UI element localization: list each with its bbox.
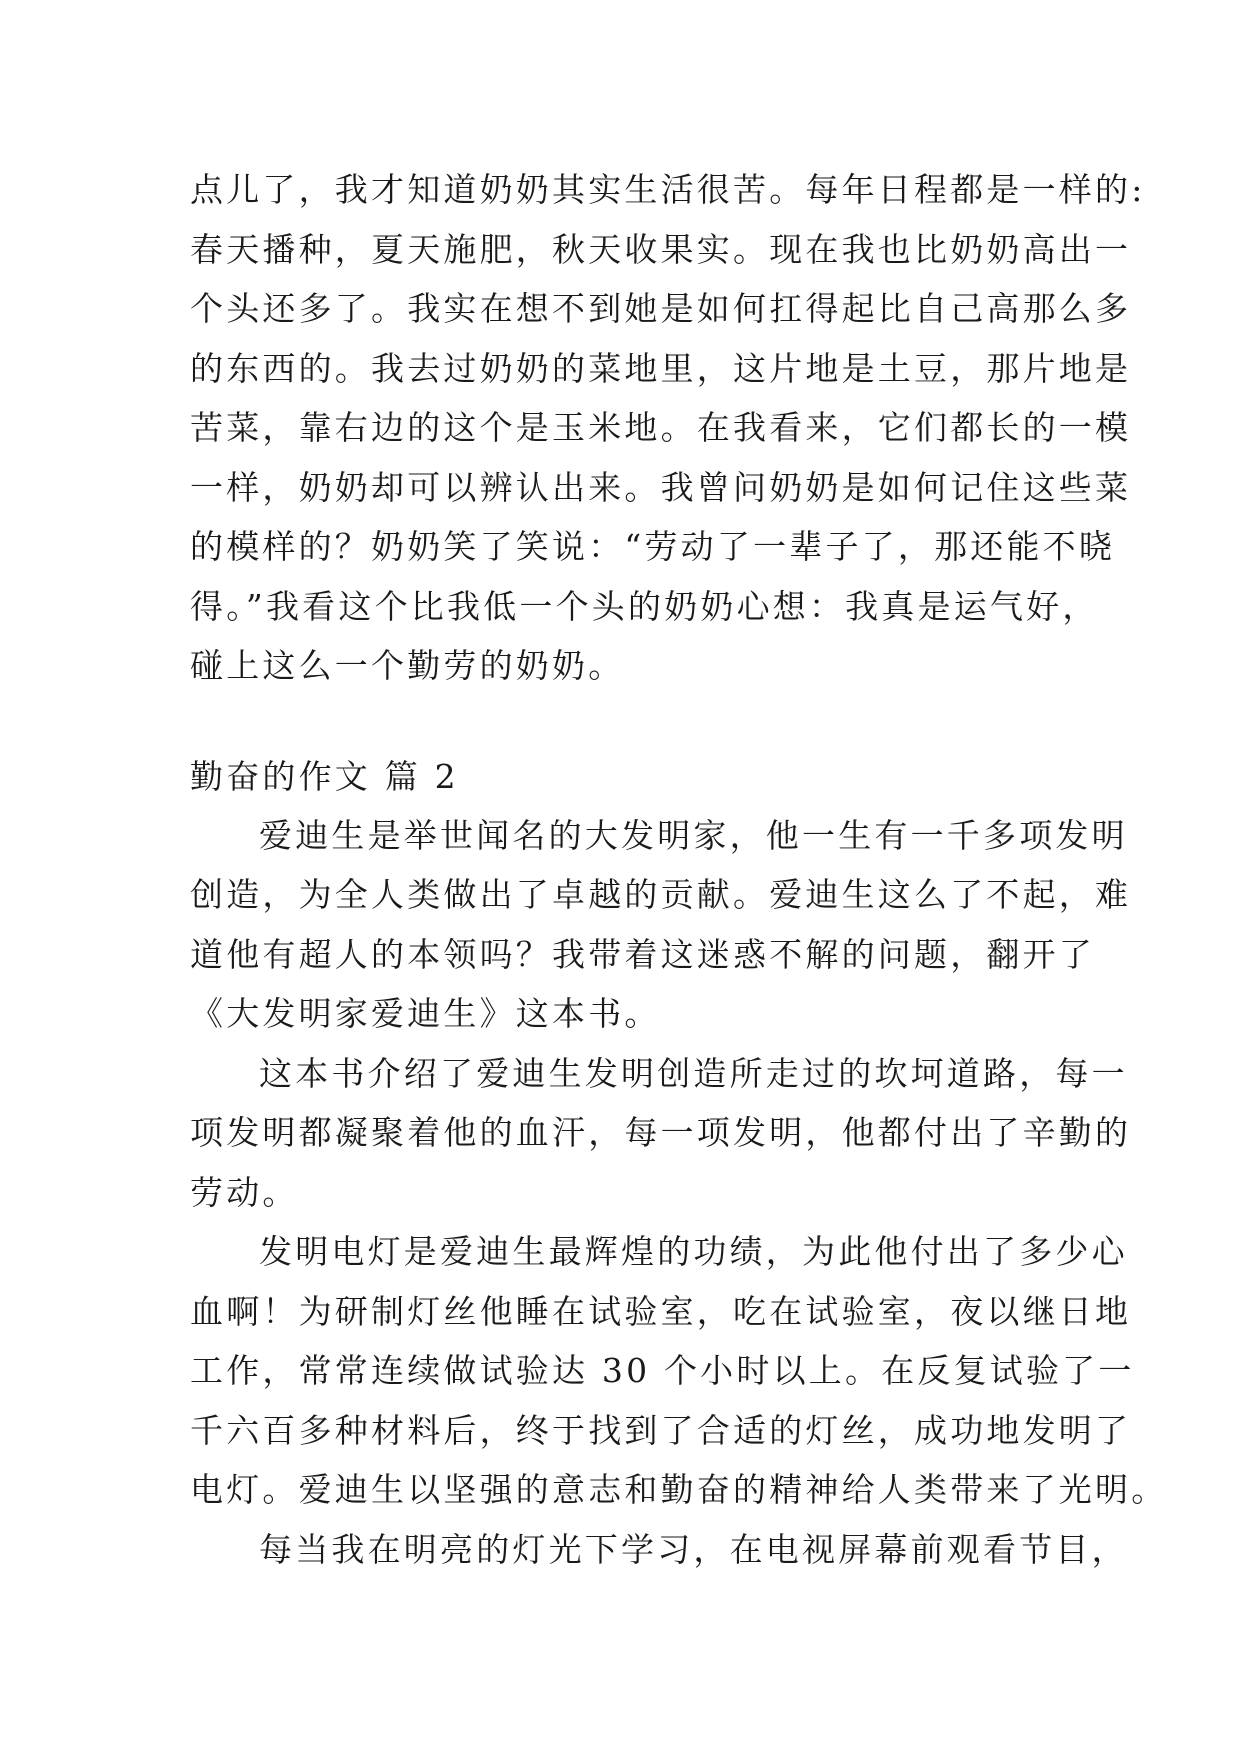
text-line: 电灯。爱迪生以坚强的意志和勤奋的精神给人类带来了光明。	[190, 1470, 1168, 1509]
text-line: 血啊！为研制灯丝他睡在试验室，吃在试验室，夜以继日地	[190, 1291, 1132, 1331]
text-line: 苦菜，靠右边的这个是玉米地。在我看来，它们都长的一模	[190, 408, 1132, 447]
document-body	[190, 160, 1168, 1579]
text-line: 这本书介绍了爱迪生发明创造所走过的坎坷道路，每一	[259, 1053, 1128, 1093]
text-line: 道他有超人的本领吗？我带着这迷惑不解的问题，翻开了	[190, 934, 1095, 974]
text-line: 碰上这么一个勤劳的奶奶。	[190, 646, 625, 685]
paragraph-light-bulb	[190, 1222, 1168, 1520]
text-line: 一样，奶奶却可以辨认出来。我曾问奶奶是如何记住这些菜	[190, 467, 1132, 507]
text-line: 项发明都凝聚着他的血汗，每一项发明，他都付出了辛勤的	[190, 1113, 1132, 1152]
text-line: 创造，为全人类做出了卓越的贡献。爱迪生这么了不起，难	[190, 875, 1132, 914]
text-line: 每当我在明亮的灯光下学习，在电视屏幕前观看节目，	[259, 1529, 1128, 1569]
paragraph-edison-intro	[190, 806, 1132, 1044]
text-line: 爱迪生是举世闻名的大发明家，他一生有一千多项发明	[259, 815, 1128, 855]
text-line: 发明电灯是爱迪生最辉煌的功绩，为此他付出了多少心	[259, 1232, 1128, 1271]
paragraph-book-summary	[190, 1044, 1132, 1223]
text-line: 劳动。	[190, 1172, 299, 1212]
paragraph-grandma	[190, 160, 1146, 696]
section-spacer	[190, 696, 1052, 748]
section-heading: 勤奋的作文 篇 2	[190, 756, 459, 796]
text-line: 个头还多了。我实在想不到她是如何扛得起比自己高那么多	[190, 289, 1132, 328]
text-line: 得。”我看这个比我低一个头的奶奶心想：我真是运气好，	[190, 586, 1099, 626]
text-line: 千六百多种材料后，终于找到了合适的灯丝，成功地发明了	[190, 1410, 1132, 1450]
paragraph-reflection	[190, 1520, 1128, 1580]
text-line: 工作，常常连续做试验达 30 个小时以上。在反复试验了一	[190, 1351, 1135, 1390]
text-line: 点儿了，我才知道奶奶其实生活很苦。每年日程都是一样的:	[190, 170, 1146, 209]
text-line: 春天播种，夏天施肥，秋天收果实。现在我也比奶奶高出一	[190, 229, 1132, 269]
text-line: 的东西的。我去过奶奶的菜地里，这片地是土豆，那片地是	[190, 348, 1132, 388]
text-line: 《大发明家爱迪生》这本书。	[190, 994, 661, 1033]
text-line: 的模样的？奶奶笑了笑说：“劳动了一辈子了，那还能不晓	[190, 527, 1116, 566]
